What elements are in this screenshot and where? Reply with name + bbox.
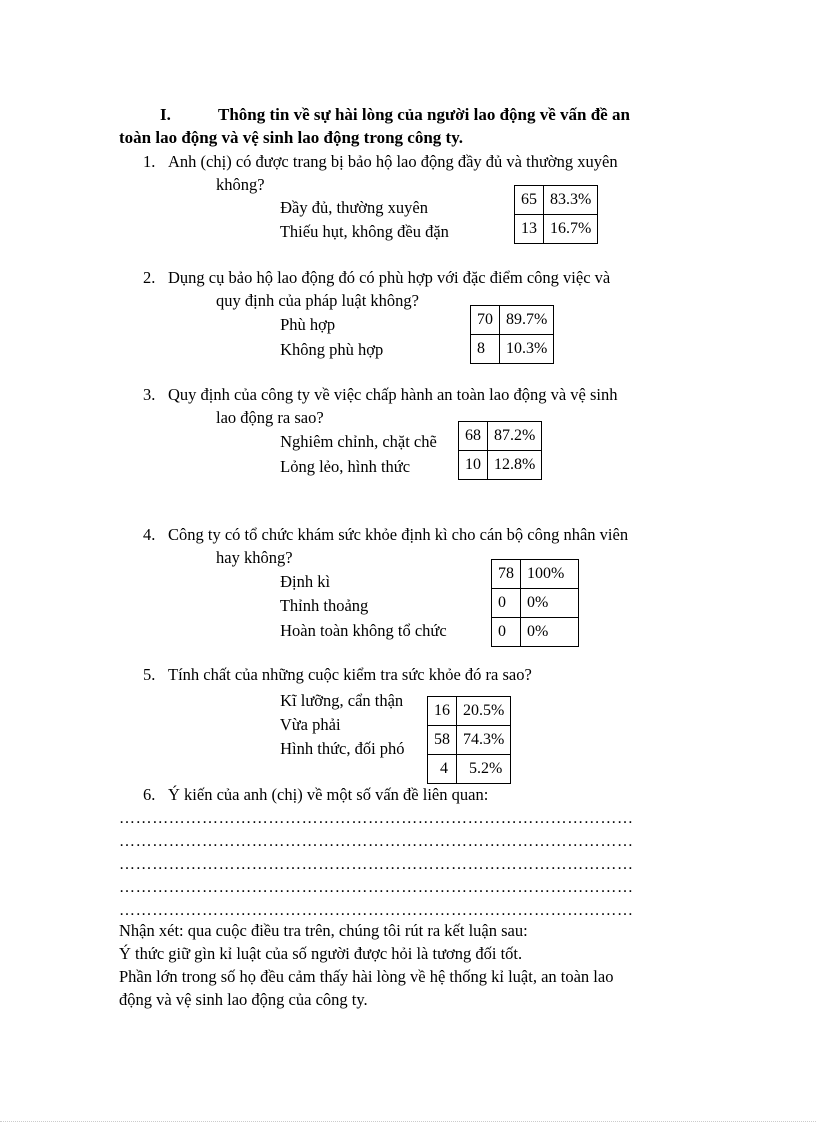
question-6-text: Ý kiến của anh (chị) về một số vấn đề liên quan: [168,785,489,804]
table-row [459,451,542,480]
conclusion-line-2: Ý thức giữ gìn kỉ luật của số người được hỏi là tương đối tốt. [119,944,523,963]
section-number: I. [160,105,171,124]
question-6-number: 6. [143,785,156,804]
percent-cell: 0% [521,589,579,618]
percent-cell: 5.2% [457,755,511,784]
table-row [428,755,511,784]
answer-line-3[interactable]: ………………………………………………………………………………… [119,856,634,873]
count-cell: 78 [492,560,521,589]
section-title-line2: toàn lao động và vệ sinh lao động trong công ty. [119,128,464,147]
count-cell: 16 [428,697,457,726]
count-cell: 0 [492,589,521,618]
percent-cell: 16.7% [544,215,598,244]
percent-cell: 87.2% [488,422,542,451]
answer-line-1[interactable]: ………………………………………………………………………………… [119,810,634,827]
table-row [471,306,554,335]
question-1-text: Anh (chị) có được trang bị bảo hộ lao động đầy đủ và thường xuyên [168,152,618,171]
conclusion-line-3: Phần lớn trong số họ đều cảm thấy hài lòng về hệ thống kỉ luật, an toàn lao [119,967,614,986]
question-2-option-2[interactable]: Không phù hợp [280,340,384,359]
count-cell: 13 [515,215,544,244]
percent-cell: 20.5% [457,697,511,726]
count-cell: 70 [471,306,500,335]
count-cell: 65 [515,186,544,215]
count-cell: 58 [428,726,457,755]
question-5-results-table [427,696,511,784]
question-2-results-table [470,305,554,364]
question-1-option-2[interactable]: Thiếu hụt, không đều đặn [279,222,449,241]
percent-cell: 89.7% [500,306,554,335]
page-bottom-divider [0,1121,816,1122]
count-cell: 10 [459,451,488,480]
percent-cell: 12.8% [488,451,542,480]
table-row [515,186,598,215]
table-row [428,726,511,755]
question-1-results-table [514,185,598,244]
table-row [492,560,579,589]
question-5-number: 5. [143,665,156,684]
count-cell: 8 [471,335,500,364]
question-1-number: 1. [143,152,156,171]
question-4-option-2[interactable]: Thỉnh thoảng [279,596,369,615]
question-1-text-cont: không? [216,175,265,194]
question-4-text: Công ty có tổ chức khám sức khỏe định kì cho cán bộ công nhân viên [168,525,629,544]
percent-cell: 83.3% [544,186,598,215]
question-4-results-table [491,559,579,647]
question-5-option-3[interactable]: Hình thức, đối phó [280,739,405,758]
answer-line-2[interactable]: ………………………………………………………………………………… [119,833,634,850]
question-3-text: Quy định của công ty về việc chấp hành an toàn lao động và vệ sinh [168,385,618,404]
count-cell: 0 [492,618,521,647]
question-5-option-1[interactable]: Kĩ lưỡng, cẩn thận [280,691,404,710]
question-3-option-2[interactable]: Lỏng lẻo, hình thức [280,457,411,476]
question-5-option-2[interactable]: Vừa phải [279,715,341,734]
question-3-option-1[interactable]: Nghiêm chỉnh, chặt chẽ [280,432,437,451]
table-row [428,697,511,726]
percent-cell: 0% [521,618,579,647]
question-2-text-cont: quy định của pháp luật không? [216,291,419,310]
table-row [515,215,598,244]
table-row [471,335,554,364]
table-row [492,618,579,647]
section-title-line1: Thông tin về sự hài lòng của người lao động về vấn đề an [218,105,630,124]
conclusion-line-4: động và vệ sinh lao động của công ty. [119,990,368,1009]
count-cell: 4 [428,755,457,784]
question-4-option-3[interactable]: Hoàn toàn không tổ chức [280,621,447,640]
percent-cell: 74.3% [457,726,511,755]
question-5-text: Tính chất của những cuộc kiểm tra sức khỏe đó ra sao? [168,665,532,684]
answer-line-5[interactable]: ………………………………………………………………………………… [119,902,634,919]
question-3-number: 3. [143,385,156,404]
question-2-text: Dụng cụ bảo hộ lao động đó có phù hợp với đặc điểm công việc và [168,268,611,287]
question-3-results-table [458,421,542,480]
count-cell: 68 [459,422,488,451]
question-1-option-1[interactable]: Đầy đủ, thường xuyên [280,198,428,217]
answer-line-4[interactable]: ………………………………………………………………………………… [119,879,634,896]
question-2-option-1[interactable]: Phù hợp [280,315,336,334]
percent-cell: 100% [521,560,579,589]
question-4-option-1[interactable]: Định kì [280,572,331,591]
percent-cell: 10.3% [500,335,554,364]
table-row [492,589,579,618]
question-4-text-cont: hay không? [216,548,293,567]
question-4-number: 4. [143,525,156,544]
question-2-number: 2. [143,268,156,287]
question-3-text-cont: lao động ra sao? [216,408,324,427]
table-row [459,422,542,451]
conclusion-line-1: Nhận xét: qua cuộc điều tra trên, chúng tôi rút ra kết luận sau: [119,921,528,940]
